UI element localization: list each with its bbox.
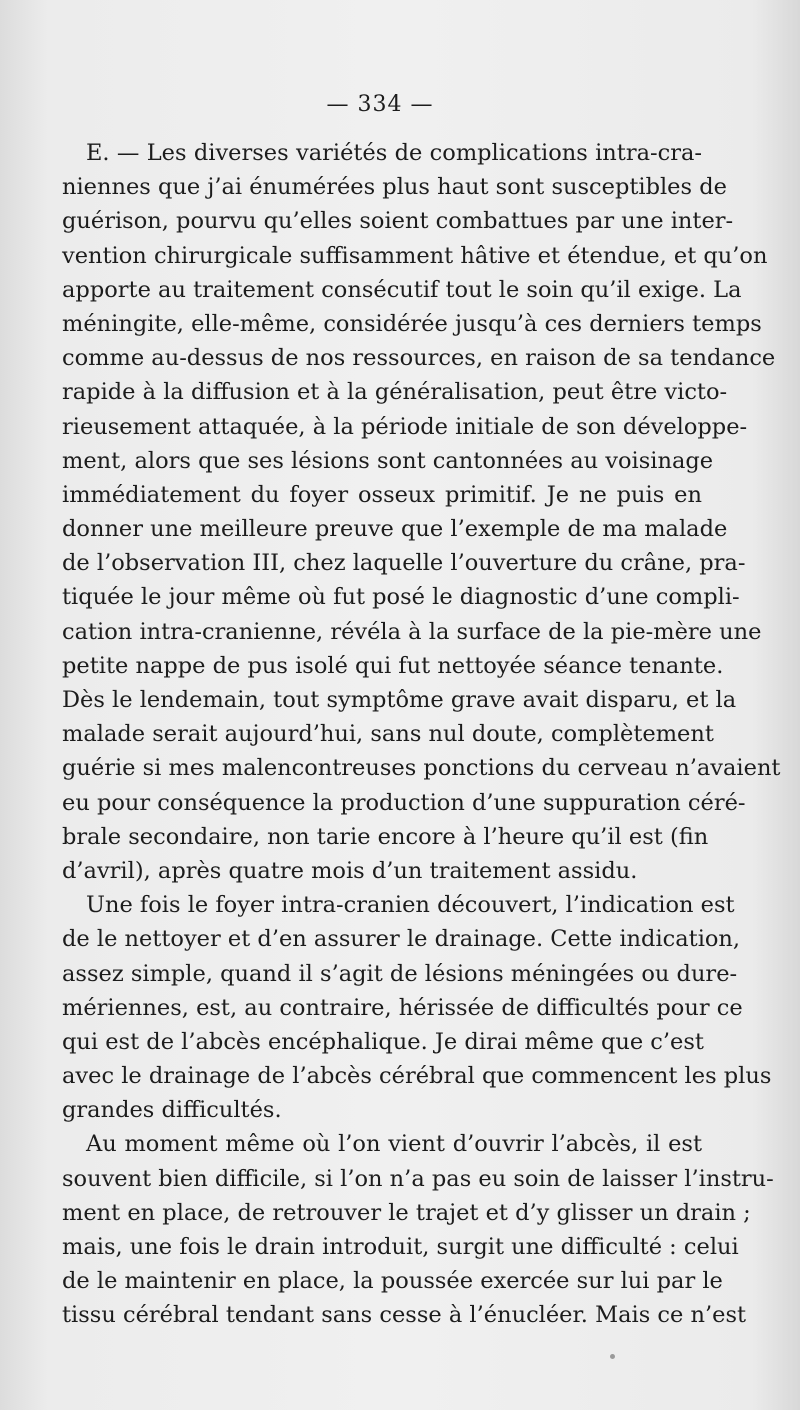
text-line: d’avril), après quatre mois d’un traitement assidu.	[62, 857, 638, 884]
text-line: immédiatement du foyer osseux primitif. Je ne puis en	[62, 481, 702, 508]
text-line: vention chirurgicale suffisamment hâtive et étendue, et qu’on	[62, 242, 768, 269]
text-line: niennes que j’ai énumérées plus haut sont susceptibles de	[62, 174, 727, 201]
text-line: rapide à la diffusion et à la généralisation, peut être victo-	[62, 379, 728, 406]
text-line: mériennes, est, au contraire, hérissée de difficultés pour ce	[62, 994, 743, 1021]
body-text	[62, 136, 781, 1333]
text-line: assez simple, quand il s’agit de lésions méningées ou dure-	[62, 960, 738, 987]
text-line: malade serait aujourd’hui, sans nul doute, complètement	[62, 721, 714, 748]
text-line: ment en place, de retrouver le trajet et d’y glisser un drain ;	[62, 1199, 751, 1226]
text-line: Dès le lendemain, tout symptôme grave avait disparu, et la	[62, 687, 737, 713]
text-line: E. — Les diverses variétés de complications intra-cra-	[86, 140, 702, 166]
text-line: mais, une fois le drain introduit, surgit une difficulté : celui	[62, 1234, 739, 1260]
text-line: apporte au traitement consécutif tout le soin qu’il exige. La	[62, 276, 742, 303]
text-line: rieusement attaquée, à la période initiale de son développe-	[62, 413, 748, 440]
text-line: tissu cérébral tendant sans cesse à l’énucléer. Mais ce n’est	[62, 1302, 747, 1329]
text-line: souvent bien difficile, si l’on n’a pas eu soin de laisser l’instru-	[62, 1165, 774, 1192]
text-line: petite nappe de pus isolé qui fut nettoyée séance tenante.	[62, 652, 724, 679]
text-line: brale secondaire, non tarie encore à l’heure qu’il est (fin	[62, 823, 709, 850]
text-line: grandes difficultés.	[62, 1097, 282, 1124]
text-line: qui est de l’abcès encéphalique. Je dirai même que c’est	[62, 1028, 704, 1055]
text-line: cation intra-cranienne, révéla à la surface de la pie-mère une	[62, 618, 762, 645]
text-line: de le nettoyer et d’en assurer le drainage. Cette indication,	[62, 926, 741, 953]
text-line: méningite, elle-même, considérée jusqu’à ces derniers temps	[62, 310, 762, 337]
text-line: donner une meilleure preuve que l’exemple de ma malade	[62, 516, 728, 543]
text-line: Une fois le foyer intra-cranien découvert, l’indication est	[86, 892, 735, 919]
ink-speck	[610, 1354, 615, 1359]
text-line: ment, alors que ses lésions sont cantonnées au voisinage	[62, 447, 714, 474]
text-line: eu pour conséquence la production d’une suppuration céré-	[62, 789, 746, 816]
text-line: tiquée le jour même où fut posé le diagnostic d’une compli-	[62, 584, 740, 611]
page-number: — 334 —	[326, 92, 434, 117]
text-line: Au moment même où l’on vient d’ouvrir l’abcès, il est	[86, 1131, 702, 1158]
text-line: avec le drainage de l’abcès cérébral que commencent les plus	[62, 1063, 772, 1090]
text-line: de l’observation III, chez laquelle l’ouverture du crâne, pra-	[62, 550, 746, 577]
text-line: comme au-dessus de nos ressources, en raison de sa tendance	[62, 345, 776, 372]
text-line: de le maintenir en place, la poussée exercée sur lui par le	[62, 1268, 723, 1295]
text-line: guérie si mes malencontreuses ponctions du cerveau n’avaient	[62, 755, 781, 782]
text-line: guérison, pourvu qu’elles soient combattues par une inter-	[62, 208, 734, 235]
